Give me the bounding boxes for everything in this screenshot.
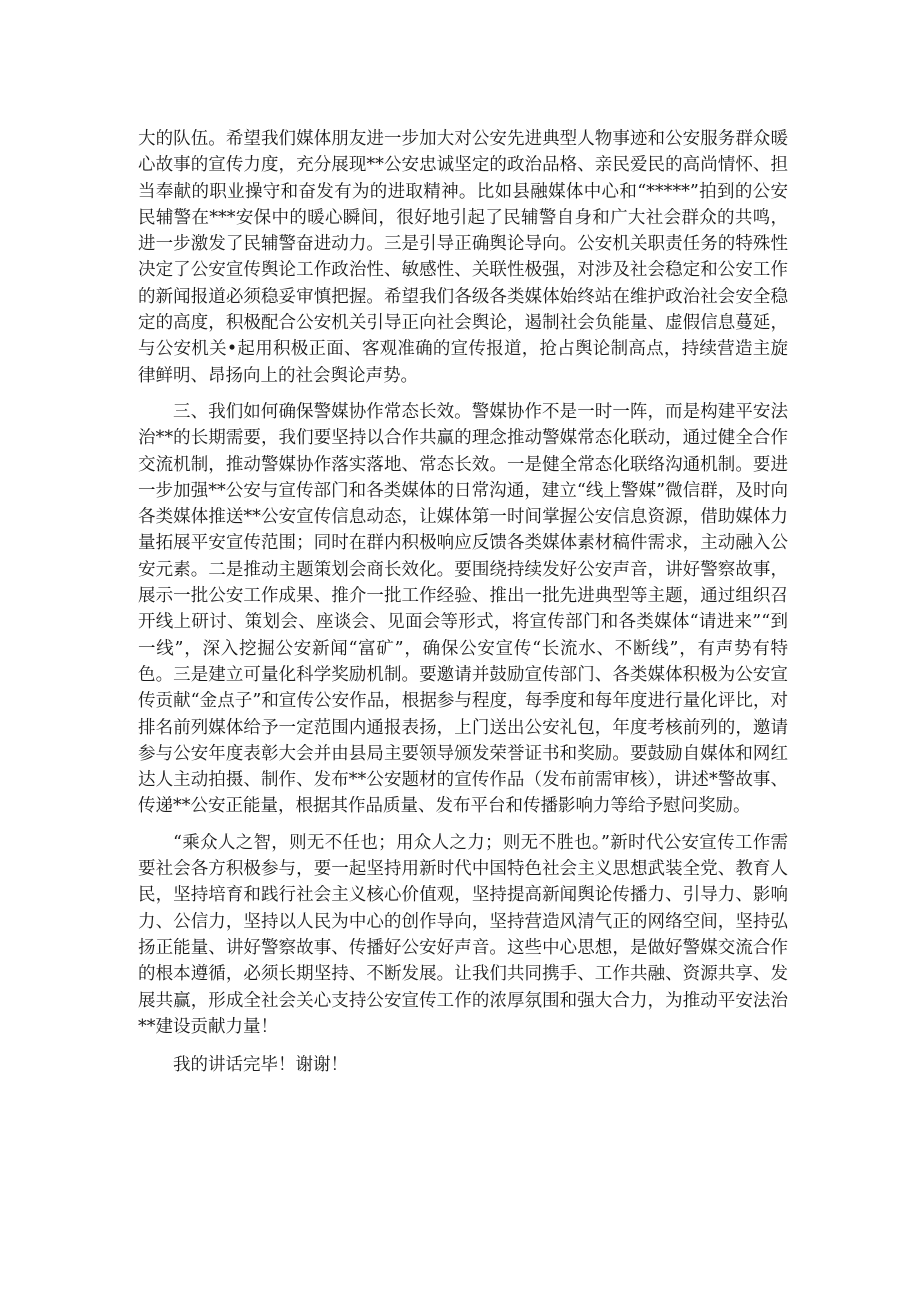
paragraph-section-three: 三、我们如何确保警媒协作常态长效。警媒协作不是一时一阵，而是构建平安法治**的长期需要，我们要坚持以合作共赢的理念推动警媒常态化联动，通过健全合作交流机制，推动警媒协作落实落地、常态长效。一是健全常态化联络沟通机制。要进一步加强**公安与宣传部门和各类媒体的日常沟通，建立“线上警媒”微信群，及时向各类媒体推送**公安宣传信息动态，让媒体第一时间掌握公安信息资源，借助媒体力量拓展平安宣传范围；同时在群内积极响应反馈各类媒体素材稿件需求，主动融入公安元素。二是推动主题策划会商长效化。要围绕持续发好公安声音，讲好警察故事，展示一批公安工作成果、推介一批工作经验、推出一批先进典型等主题，通过组织召开线上研讨、策划会、座谈会、见面会等形式，将宣传部门和各类媒体“请进来”“到一线”，深入挖掘公安新闻“富矿”，确保公安宣传“长流水、不断线”，有声势有特色。三是建立可量化科学奖励机制。要邀请并鼓励宣传部门、各类媒体积极为公安宣传贡献“金点子”和宣传公安作品，根据参与程度，每季度和每年度进行量化评比，对排名前列媒体给予一定范围内通报表扬，上门送出公安礼包，年度考核前列的，邀请参与公安年度表彰大会并由县局主要领导颁发荣誉证书和奖励。要鼓励自媒体和网红达人主动拍摄、制作、发布**公安题材的宣传作品（发布前需审核），讲述*警故事、传递**公安正能量，根据其作品质量、发布平台和传播影响力等给予慰问奖励。: [138, 401, 788, 817]
paragraph-conclusion: “乘众人之智，则无不任也；用众人之力；则无不胜也。”新时代公安宣传工作需要社会各方积极参与，要一起坚持用新时代中国特色社会主义思想武装全党、教育人民，坚持培育和践行社会主义核心价值观，坚持提高新闻舆论传播力、引导力、影响力、公信力，坚持以人民为中心的创作导向，坚持营造风清气正的网络空间，坚持弘扬正能量、讲好警察故事、传播好公安好声音。这些中心思想，是做好警媒交流合作的根本遵循，必须长期坚持、不断发展。让我们共同携手、工作共融、资源共享、发展共赢，形成全社会关心支持公安宣传工作的浓厚氛围和强大合力，为推动平安法治**建设贡献力量！: [138, 832, 788, 1037]
closing-remark: 我的讲话完毕！谢谢！: [173, 1055, 348, 1076]
document-page: [138, 126, 788, 1078]
paragraph-continuation: 大的队伍。希望我们媒体朋友进一步加大对公安先进典型人物事迹和公安服务群众暖心故事的宣传力度，充分展现**公安忠诚坚定的政治品格、亲民爱民的高尚情怀、担当奉献的职业操守和奋发有为的进取精神。比如县融媒体中心和“*****”拍到的公安民辅警在***安保中的暖心瞬间，很好地引起了民辅警自身和广大社会群众的共鸣，进一步激发了民辅警奋进动力。三是引导正确舆论导向。公安机关职责任务的特殊性决定了公安宣传舆论工作政治性、敏感性、关联性极强，对涉及社会稳定和公安工作的新闻报道必须稳妥审慎把握。希望我们各级各类媒体始终站在维护政治社会安全稳定的高度，积极配合公安机关引导正向社会舆论，遏制社会负能量、虚假信息蔓延，与公安机关•起用积极正面、客观准确的宣传报道，抢占舆论制高点，持续营造主旋律鲜明、昂扬向上的社会舆论声势。: [138, 129, 788, 386]
